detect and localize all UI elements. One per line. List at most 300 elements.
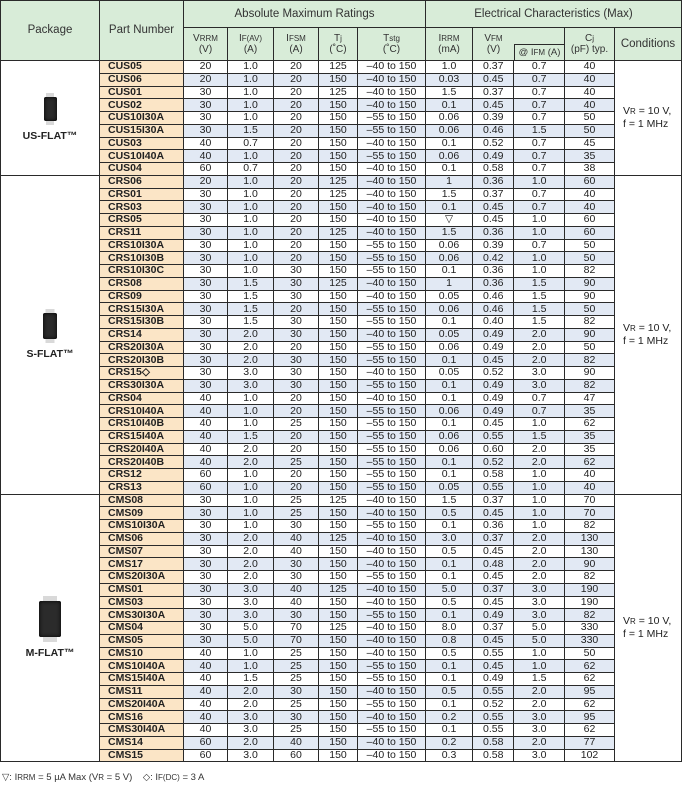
- at-ifm-cell: 1.5: [514, 277, 565, 290]
- cj-cell: 35: [565, 150, 615, 163]
- irrm-cell: 1.5: [426, 226, 473, 239]
- part-number-cell: CMS17: [100, 558, 184, 571]
- header-ifav: IF(AV) (A): [228, 28, 274, 61]
- vfm-cell: 0.45: [473, 634, 514, 647]
- ifsm-cell: 70: [274, 622, 319, 635]
- irrm-cell: 0.5: [426, 685, 473, 698]
- vfm-cell: 0.42: [473, 252, 514, 265]
- at-ifm-cell: 1.5: [514, 673, 565, 686]
- ifav-cell: 1.0: [228, 188, 274, 201]
- tj-cell: 150: [319, 354, 358, 367]
- cj-cell: 102: [565, 749, 615, 762]
- irrm-cell: 0.1: [426, 609, 473, 622]
- header-vrrm: VRRM (V): [184, 28, 228, 61]
- tstg-cell: –40 to 150: [358, 214, 426, 227]
- tj-cell: 150: [319, 418, 358, 431]
- vfm-cell: 0.45: [473, 214, 514, 227]
- ifsm-cell: 40: [274, 736, 319, 749]
- table-row: [1, 341, 682, 354]
- part-number-cell: CRS15I30A: [100, 303, 184, 316]
- irrm-cell: 0.3: [426, 749, 473, 762]
- footnote: [2, 772, 204, 783]
- vfm-cell: 0.45: [473, 201, 514, 214]
- irrm-cell: 0.06: [426, 341, 473, 354]
- ifsm-cell: 30: [274, 571, 319, 584]
- package-cell: [1, 494, 100, 762]
- cj-cell: 50: [565, 647, 615, 660]
- ifav-cell: 1.5: [228, 124, 274, 137]
- tj-cell: 150: [319, 596, 358, 609]
- irrm-cell: 0.1: [426, 99, 473, 112]
- part-number-cell: CMS14: [100, 736, 184, 749]
- ifav-cell: 1.0: [228, 175, 274, 188]
- cj-cell: 40: [565, 73, 615, 86]
- cj-cell: 62: [565, 698, 615, 711]
- table-row: [1, 354, 682, 367]
- at-ifm-cell: 3.0: [514, 596, 565, 609]
- irrm-cell: 0.1: [426, 456, 473, 469]
- vrrm-cell: 30: [184, 507, 228, 520]
- header-ifsm: IFSM (A): [274, 28, 319, 61]
- vrrm-cell: 40: [184, 430, 228, 443]
- vfm-cell: 0.46: [473, 303, 514, 316]
- cj-cell: 50: [565, 112, 615, 125]
- irrm-cell: 0.1: [426, 201, 473, 214]
- tstg-cell: –40 to 150: [358, 749, 426, 762]
- header-electrical: Electrical Characteristics (Max): [426, 1, 682, 28]
- us-flat-package-icon: [44, 93, 57, 125]
- tj-cell: 150: [319, 316, 358, 329]
- cj-cell: 60: [565, 226, 615, 239]
- vfm-cell: 0.49: [473, 609, 514, 622]
- ifsm-cell: 25: [274, 456, 319, 469]
- ifsm-cell: 40: [274, 596, 319, 609]
- irrm-cell: 5.0: [426, 583, 473, 596]
- vrrm-cell: 30: [184, 99, 228, 112]
- ifav-cell: 1.0: [228, 265, 274, 278]
- package-name: M-FLAT™: [25, 647, 75, 660]
- vfm-cell: 0.45: [473, 99, 514, 112]
- irrm-cell: 1: [426, 277, 473, 290]
- ifsm-cell: 20: [274, 469, 319, 482]
- irrm-cell: 1.5: [426, 188, 473, 201]
- tj-cell: 150: [319, 392, 358, 405]
- part-number-cell: CRS14: [100, 328, 184, 341]
- ifsm-cell: 20: [274, 112, 319, 125]
- at-ifm-cell: 1.0: [514, 481, 565, 494]
- ifsm-cell: 60: [274, 749, 319, 762]
- vrrm-cell: 30: [184, 571, 228, 584]
- ifav-cell: 5.0: [228, 634, 274, 647]
- tj-cell: 150: [319, 252, 358, 265]
- vrrm-cell: 60: [184, 736, 228, 749]
- vfm-cell: 0.49: [473, 328, 514, 341]
- tstg-cell: –40 to 150: [358, 290, 426, 303]
- tstg-cell: –55 to 150: [358, 418, 426, 431]
- irrm-cell: 1.5: [426, 494, 473, 507]
- cj-cell: 82: [565, 265, 615, 278]
- ifsm-cell: 20: [274, 252, 319, 265]
- table-row: [1, 163, 682, 176]
- part-number-cell: CUS04: [100, 163, 184, 176]
- vfm-cell: 0.45: [473, 73, 514, 86]
- vfm-cell: 0.55: [473, 481, 514, 494]
- vrrm-cell: 40: [184, 392, 228, 405]
- ifav-cell: 1.5: [228, 430, 274, 443]
- tstg-cell: –40 to 150: [358, 622, 426, 635]
- tj-cell: 150: [319, 214, 358, 227]
- ifav-cell: 1.0: [228, 418, 274, 431]
- package-cell: [1, 175, 100, 494]
- table-row: [1, 532, 682, 545]
- tstg-cell: –40 to 150: [358, 647, 426, 660]
- at-ifm-cell: 1.0: [514, 252, 565, 265]
- at-ifm-cell: 1.0: [514, 469, 565, 482]
- at-ifm-cell: 1.5: [514, 124, 565, 137]
- vrrm-cell: 30: [184, 303, 228, 316]
- header-vfm-group: [473, 28, 565, 61]
- ifav-cell: 1.0: [228, 214, 274, 227]
- at-ifm-cell: 1.0: [514, 265, 565, 278]
- ifsm-cell: 20: [274, 405, 319, 418]
- tj-cell: 125: [319, 622, 358, 635]
- conditions-cell: [615, 494, 682, 762]
- package-name: S-FLAT™: [26, 348, 74, 361]
- at-ifm-cell: 3.0: [514, 749, 565, 762]
- conditions-line1: VR = 10 V,: [623, 104, 672, 117]
- ifav-cell: 2.0: [228, 328, 274, 341]
- vrrm-cell: 40: [184, 711, 228, 724]
- part-number-cell: CMS20I40A: [100, 698, 184, 711]
- part-number-cell: CMS10: [100, 647, 184, 660]
- tstg-cell: –55 to 150: [358, 341, 426, 354]
- ifav-cell: 3.0: [228, 583, 274, 596]
- at-ifm-cell: 1.0: [514, 175, 565, 188]
- s-flat-package-icon: [43, 309, 57, 343]
- ifav-cell: 1.0: [228, 150, 274, 163]
- table-row: [1, 73, 682, 86]
- header-cj: Cj (pF) typ.: [565, 28, 615, 61]
- ifsm-cell: 25: [274, 698, 319, 711]
- tstg-cell: –40 to 150: [358, 367, 426, 380]
- tstg-cell: –40 to 150: [358, 86, 426, 99]
- ifav-cell: 1.0: [228, 226, 274, 239]
- vrrm-cell: 30: [184, 558, 228, 571]
- cj-cell: 190: [565, 596, 615, 609]
- ifav-cell: 2.0: [228, 456, 274, 469]
- irrm-cell: 0.5: [426, 507, 473, 520]
- ifav-cell: 3.0: [228, 711, 274, 724]
- table-row: [1, 724, 682, 737]
- vfm-cell: 0.45: [473, 354, 514, 367]
- vfm-cell: 0.48: [473, 558, 514, 571]
- part-number-cell: CUS15I30A: [100, 124, 184, 137]
- header-conditions: Conditions: [615, 28, 682, 61]
- part-number-cell: CMS30I30A: [100, 609, 184, 622]
- ifav-cell: 1.0: [228, 469, 274, 482]
- ifav-cell: 1.0: [228, 405, 274, 418]
- table-row: [1, 112, 682, 125]
- irrm-cell: 0.2: [426, 736, 473, 749]
- vfm-cell: 0.58: [473, 749, 514, 762]
- ifav-cell: 1.0: [228, 73, 274, 86]
- tstg-cell: –55 to 150: [358, 124, 426, 137]
- irrm-cell: 0.2: [426, 711, 473, 724]
- ifav-cell: 3.0: [228, 609, 274, 622]
- tstg-cell: –40 to 150: [358, 532, 426, 545]
- ifsm-cell: 20: [274, 443, 319, 456]
- tj-cell: 150: [319, 647, 358, 660]
- table-row: [1, 379, 682, 392]
- tstg-cell: –40 to 150: [358, 545, 426, 558]
- at-ifm-cell: 2.0: [514, 571, 565, 584]
- table-row: [1, 150, 682, 163]
- at-ifm-cell: 2.0: [514, 456, 565, 469]
- tstg-cell: –55 to 150: [358, 303, 426, 316]
- cj-cell: 82: [565, 316, 615, 329]
- irrm-cell: 0.1: [426, 163, 473, 176]
- ifsm-cell: 20: [274, 201, 319, 214]
- part-number-cell: CRS20I40A: [100, 443, 184, 456]
- vrrm-cell: 40: [184, 405, 228, 418]
- at-ifm-cell: 1.5: [514, 290, 565, 303]
- irrm-cell: 0.1: [426, 418, 473, 431]
- at-ifm-cell: 2.0: [514, 532, 565, 545]
- ifsm-cell: 25: [274, 418, 319, 431]
- ifav-cell: 2.0: [228, 685, 274, 698]
- vfm-cell: 0.55: [473, 685, 514, 698]
- ifsm-cell: 30: [274, 277, 319, 290]
- ifsm-cell: 40: [274, 583, 319, 596]
- tj-cell: 125: [319, 188, 358, 201]
- ifav-cell: 1.0: [228, 494, 274, 507]
- tstg-cell: –40 to 150: [358, 277, 426, 290]
- tj-cell: 150: [319, 328, 358, 341]
- vfm-cell: 0.37: [473, 494, 514, 507]
- at-ifm-cell: 2.0: [514, 558, 565, 571]
- table-row: [1, 545, 682, 558]
- part-number-cell: CMS09: [100, 507, 184, 520]
- vrrm-cell: 40: [184, 456, 228, 469]
- ifav-cell: 2.0: [228, 341, 274, 354]
- tstg-cell: –40 to 150: [358, 175, 426, 188]
- tj-cell: 150: [319, 430, 358, 443]
- tj-cell: 150: [319, 303, 358, 316]
- tj-cell: 150: [319, 405, 358, 418]
- at-ifm-cell: 0.7: [514, 150, 565, 163]
- tstg-cell: –55 to 150: [358, 609, 426, 622]
- vfm-cell: 0.58: [473, 163, 514, 176]
- at-ifm-cell: 3.0: [514, 724, 565, 737]
- vrrm-cell: 30: [184, 583, 228, 596]
- ifav-cell: 2.0: [228, 354, 274, 367]
- cj-cell: 35: [565, 443, 615, 456]
- ifav-cell: 1.5: [228, 303, 274, 316]
- header-absolute-max: Absolute Maximum Ratings: [184, 1, 426, 28]
- irrm-cell: 0.1: [426, 724, 473, 737]
- vfm-cell: 0.45: [473, 660, 514, 673]
- table-row: [1, 481, 682, 494]
- part-number-cell: CRS11: [100, 226, 184, 239]
- ifsm-cell: 30: [274, 520, 319, 533]
- cj-cell: 50: [565, 252, 615, 265]
- conditions-line1: VR = 10 V,: [623, 614, 672, 627]
- tj-cell: 150: [319, 137, 358, 150]
- table-row: [1, 647, 682, 660]
- cj-cell: 330: [565, 622, 615, 635]
- vrrm-cell: 60: [184, 163, 228, 176]
- part-number-cell: CMS15: [100, 749, 184, 762]
- vrrm-cell: 20: [184, 175, 228, 188]
- vrrm-cell: 30: [184, 265, 228, 278]
- irrm-cell: 8.0: [426, 622, 473, 635]
- part-number-cell: CMS16: [100, 711, 184, 724]
- at-ifm-cell: 1.5: [514, 430, 565, 443]
- irrm-cell: 0.1: [426, 392, 473, 405]
- ifav-cell: 1.0: [228, 112, 274, 125]
- part-number-cell: CMS08: [100, 494, 184, 507]
- table-row: [1, 749, 682, 762]
- irrm-cell: ▽: [426, 214, 473, 227]
- irrm-cell: 0.1: [426, 698, 473, 711]
- irrm-cell: 0.05: [426, 290, 473, 303]
- footnote-diamond: ◇: IF(DC) = 3 A: [142, 772, 205, 783]
- irrm-cell: 0.5: [426, 647, 473, 660]
- irrm-cell: 0.06: [426, 124, 473, 137]
- ifsm-cell: 30: [274, 685, 319, 698]
- part-number-cell: CUS02: [100, 99, 184, 112]
- tj-cell: 150: [319, 290, 358, 303]
- part-number-cell: CRS03: [100, 201, 184, 214]
- vrrm-cell: 20: [184, 73, 228, 86]
- cj-cell: 90: [565, 328, 615, 341]
- cj-cell: 62: [565, 660, 615, 673]
- package-cell: [1, 61, 100, 176]
- at-ifm-cell: 0.7: [514, 73, 565, 86]
- table-row: [1, 673, 682, 686]
- tstg-cell: –40 to 150: [358, 99, 426, 112]
- cj-cell: 90: [565, 290, 615, 303]
- part-number-cell: CMS06: [100, 532, 184, 545]
- table-row: [1, 596, 682, 609]
- part-number-cell: CRS12: [100, 469, 184, 482]
- vfm-cell: 0.49: [473, 150, 514, 163]
- vfm-cell: 0.45: [473, 545, 514, 558]
- tj-cell: 150: [319, 163, 358, 176]
- vfm-cell: 0.37: [473, 622, 514, 635]
- ifsm-cell: 25: [274, 507, 319, 520]
- cj-cell: 60: [565, 214, 615, 227]
- ifsm-cell: 20: [274, 188, 319, 201]
- cj-cell: 40: [565, 201, 615, 214]
- vrrm-cell: 30: [184, 520, 228, 533]
- cj-cell: 190: [565, 583, 615, 596]
- ifav-cell: 1.0: [228, 86, 274, 99]
- vfm-cell: 0.52: [473, 456, 514, 469]
- tstg-cell: –40 to 150: [358, 685, 426, 698]
- irrm-cell: 0.1: [426, 571, 473, 584]
- tstg-cell: –40 to 150: [358, 137, 426, 150]
- at-ifm-cell: 3.0: [514, 711, 565, 724]
- vfm-cell: 0.37: [473, 86, 514, 99]
- table-row: [1, 622, 682, 635]
- part-number-cell: CMS03: [100, 596, 184, 609]
- table-row: [1, 86, 682, 99]
- tj-cell: 150: [319, 634, 358, 647]
- cj-cell: 40: [565, 188, 615, 201]
- table-row: [1, 430, 682, 443]
- part-number-cell: CMS15I40A: [100, 673, 184, 686]
- part-number-cell: CUS06: [100, 73, 184, 86]
- table-row: [1, 571, 682, 584]
- conditions-line2: f = 1 MHz: [623, 627, 669, 640]
- cj-cell: 50: [565, 239, 615, 252]
- ifsm-cell: 20: [274, 137, 319, 150]
- tj-cell: 150: [319, 660, 358, 673]
- header-at-ifm: @ IFM (A): [514, 44, 564, 60]
- tstg-cell: –55 to 150: [358, 698, 426, 711]
- vfm-cell: 0.45: [473, 507, 514, 520]
- table-row: [1, 558, 682, 571]
- part-number-cell: CUS10I40A: [100, 150, 184, 163]
- ifsm-cell: 30: [274, 328, 319, 341]
- ifav-cell: 1.0: [228, 61, 274, 74]
- table-row: [1, 520, 682, 533]
- part-number-cell: CRS06: [100, 175, 184, 188]
- at-ifm-cell: 1.0: [514, 507, 565, 520]
- part-number-cell: CUS10I30A: [100, 112, 184, 125]
- table-row: [1, 698, 682, 711]
- ifav-cell: 1.0: [228, 252, 274, 265]
- tstg-cell: –55 to 150: [358, 405, 426, 418]
- cj-cell: 62: [565, 673, 615, 686]
- table-row: [1, 443, 682, 456]
- ifsm-cell: 30: [274, 354, 319, 367]
- vrrm-cell: 30: [184, 277, 228, 290]
- ifsm-cell: 20: [274, 175, 319, 188]
- vfm-cell: 0.58: [473, 736, 514, 749]
- ifsm-cell: 20: [274, 303, 319, 316]
- irrm-cell: 0.06: [426, 112, 473, 125]
- part-number-cell: CMS10I40A: [100, 660, 184, 673]
- irrm-cell: 0.1: [426, 137, 473, 150]
- at-ifm-cell: 2.0: [514, 698, 565, 711]
- vrrm-cell: 30: [184, 112, 228, 125]
- vfm-cell: 0.36: [473, 277, 514, 290]
- vfm-cell: 0.49: [473, 392, 514, 405]
- irrm-cell: 0.05: [426, 481, 473, 494]
- at-ifm-cell: 1.0: [514, 647, 565, 660]
- ifsm-cell: 30: [274, 265, 319, 278]
- part-number-cell: CMS11: [100, 685, 184, 698]
- ifsm-cell: 20: [274, 163, 319, 176]
- at-ifm-cell: 5.0: [514, 622, 565, 635]
- cj-cell: 40: [565, 469, 615, 482]
- at-ifm-cell: 0.7: [514, 61, 565, 74]
- vrrm-cell: 30: [184, 622, 228, 635]
- ifsm-cell: 30: [274, 609, 319, 622]
- part-number-cell: CRS10I30C: [100, 265, 184, 278]
- vrrm-cell: 30: [184, 379, 228, 392]
- ifsm-cell: 20: [274, 341, 319, 354]
- vrrm-cell: 40: [184, 698, 228, 711]
- ifsm-cell: 20: [274, 239, 319, 252]
- tstg-cell: –40 to 150: [358, 392, 426, 405]
- tj-cell: 150: [319, 341, 358, 354]
- ifsm-cell: 20: [274, 150, 319, 163]
- table-row: [1, 507, 682, 520]
- at-ifm-cell: 0.7: [514, 405, 565, 418]
